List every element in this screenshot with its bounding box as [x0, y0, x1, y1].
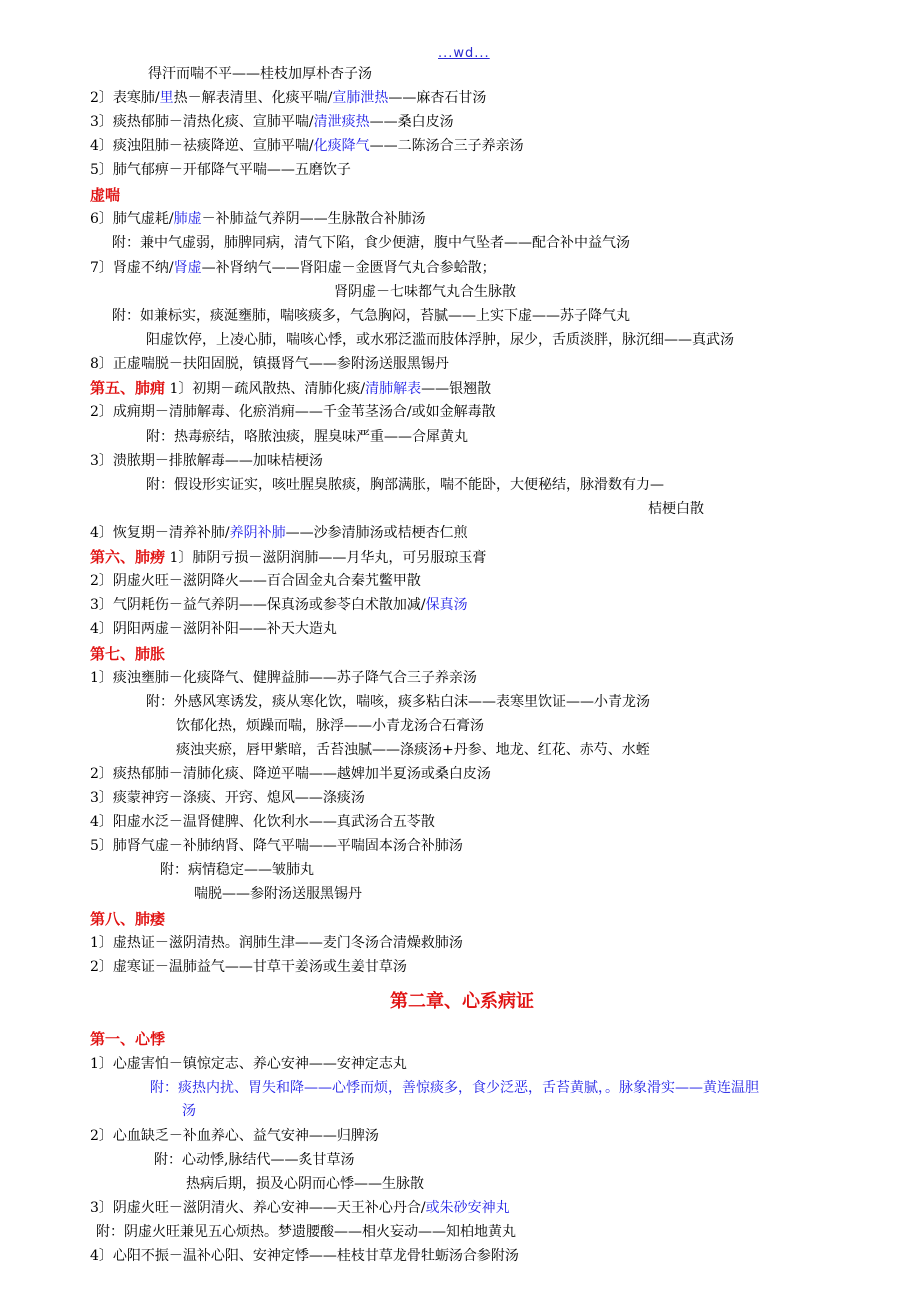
- section-heading: 第一、心悸: [90, 1030, 166, 1048]
- text-line: 1〕虚热证－滋阴清热。润肺生津——麦门冬汤合清燥救肺汤: [90, 935, 463, 951]
- text-line: 2〕虚寒证－温肺益气——甘草干姜汤或生姜甘草汤: [90, 959, 407, 975]
- text-line: 附：心动悸,脉结代——炙甘草汤: [154, 1152, 355, 1168]
- text-line: 汤: [182, 1103, 196, 1119]
- text-line: 第六、肺痨 1〕肺阴亏损－滋阴润肺——月华丸，可另服琼玉膏: [90, 548, 487, 566]
- text-line: 4〕痰浊阻肺－祛痰降逆、宣肺平喘/化痰降气——二陈汤合三子养亲汤: [90, 138, 524, 154]
- text-line: 饮郁化热，烦躁而喘，脉浮——小青龙汤合石膏汤: [176, 718, 484, 734]
- text-line: 桔梗白散: [648, 501, 704, 517]
- text-line: 第五、肺痈 1〕初期－疏风散热、清肺化痰/清肺解表——银翘散: [90, 379, 492, 397]
- text-line: 附：外感风寒诱发，痰从寒化饮，喘咳，痰多粘白沫——表寒里饮证——小青龙汤: [146, 694, 650, 710]
- watermark-link[interactable]: ...wd...: [438, 46, 490, 61]
- text-line: 附：兼中气虚弱，肺脾同病，清气下陷，食少便溏，腹中气坠者——配合补中益气汤: [112, 235, 630, 251]
- text-line: 4〕心阳不振－温补心阳、安神定悸——桂枝甘草龙骨牡蛎汤合参附汤: [90, 1248, 519, 1264]
- text-line: 痰浊夹瘀，唇甲紫暗，舌苔浊腻——涤痰汤+丹参、地龙、红花、赤芍、水蛭: [176, 742, 650, 758]
- text-line: 3〕痰热郁肺－清热化痰、宣肺平喘/清泄痰热——桑白皮汤: [90, 114, 454, 130]
- text-line: 附：病情稳定——皱肺丸: [160, 862, 314, 878]
- text-line: 8〕正虚喘脱－扶阳固脱，镇摄肾气——参附汤送服黑锡丹: [90, 356, 449, 372]
- text-line: 5〕肺肾气虚－补肺纳肾、降气平喘——平喘固本汤合补肺汤: [90, 838, 463, 854]
- text-line: 阳虚饮停，上凌心肺，喘咳心悸，或水邪泛滥而肢体浮肿，尿少，舌质淡胖，脉沉细——真武汤: [146, 332, 734, 348]
- text-line: 附：假设形实证实，咳吐腥臭脓痰，胸部满胀，喘不能卧，大便秘结，脉滑数有力—: [146, 477, 664, 493]
- text-line: 1〕痰浊壅肺－化痰降气、健脾益肺——苏子降气合三子养亲汤: [90, 670, 477, 686]
- text-line: 附：热毒瘀结，咯脓浊痰，腥臭味严重——合犀黄丸: [146, 429, 468, 445]
- text-line: 3〕溃脓期－排脓解毒——加味桔梗汤: [90, 453, 323, 469]
- section-heading: 虚喘: [90, 186, 121, 204]
- text-line: 2〕表寒肺/里热－解表清里、化痰平喘/宣肺泄热——麻杏石甘汤: [90, 90, 487, 106]
- text-line: 2〕心血缺乏－补血养心、益气安神——归脾汤: [90, 1128, 379, 1144]
- text-line: 附：阴虚火旺兼见五心烦热。梦遗腰酸——相火妄动——知柏地黄丸: [96, 1224, 516, 1240]
- text-line: 4〕阳虚水泛－温肾健脾、化饮利水——真武汤合五苓散: [90, 814, 435, 830]
- text-line: 热病后期，损及心阴而心悸——生脉散: [186, 1176, 424, 1192]
- text-line: 5〕肺气郁痹－开郁降气平喘——五磨饮子: [90, 162, 351, 178]
- text-line: 3〕痰蒙神窍－涤痰、开窍、熄风——涤痰汤: [90, 790, 365, 806]
- text-line: 3〕气阴耗伤－益气养阴——保真汤或参苓白术散加减/保真汤: [90, 597, 468, 613]
- text-line: 4〕恢复期－清养补肺/养阴补肺——沙参清肺汤或桔梗杏仁煎: [90, 525, 468, 541]
- text-line: 4〕阴阳两虚－滋阴补阳——补天大造丸: [90, 621, 337, 637]
- text-line: 得汗而喘不平——桂枝加厚朴杏子汤: [148, 66, 372, 82]
- text-line: 1〕心虚害怕－镇惊定志、养心安神——安神定志丸: [90, 1056, 407, 1072]
- text-line: 2〕成痈期－清肺解毒、化瘀消痈——千金苇茎汤合/或如金解毒散: [90, 404, 496, 420]
- text-line: 6〕肺气虚耗/肺虚－补肺益气养阴——生脉散合补肺汤: [90, 211, 426, 227]
- section-heading: 第七、肺胀: [90, 645, 166, 663]
- text-line: 附：如兼标实，痰涎壅肺，喘咳痰多，气急胸闷，苔腻——上实下虚——苏子降气丸: [112, 308, 630, 324]
- text-line: 2〕阴虚火旺－滋阴降火——百合固金丸合秦艽鳖甲散: [90, 573, 421, 589]
- text-line: 3〕阴虚火旺－滋阴清火、养心安神——天王补心丹合/或朱砂安神丸: [90, 1200, 510, 1216]
- text-line: 肾阴虚－七味都气丸合生脉散: [334, 284, 516, 300]
- chapter-heading: 第二章、心系病证: [390, 991, 534, 1012]
- text-line: 附：痰热内扰、胃失和降——心悸而烦，善惊痰多，食少泛恶，舌苔黄腻，。脉象滑实——黄连温胆: [150, 1080, 759, 1096]
- text-line: 7〕肾虚不纳/肾虚—补肾纳气——肾阳虚－金匮肾气丸合参蛤散；: [90, 260, 496, 276]
- text-line: 喘脱——参附汤送服黑锡丹: [194, 886, 362, 902]
- text-line: 2〕痰热郁肺－清肺化痰、降逆平喘——越婢加半夏汤或桑白皮汤: [90, 766, 491, 782]
- section-heading: 第八、肺痿: [90, 910, 166, 928]
